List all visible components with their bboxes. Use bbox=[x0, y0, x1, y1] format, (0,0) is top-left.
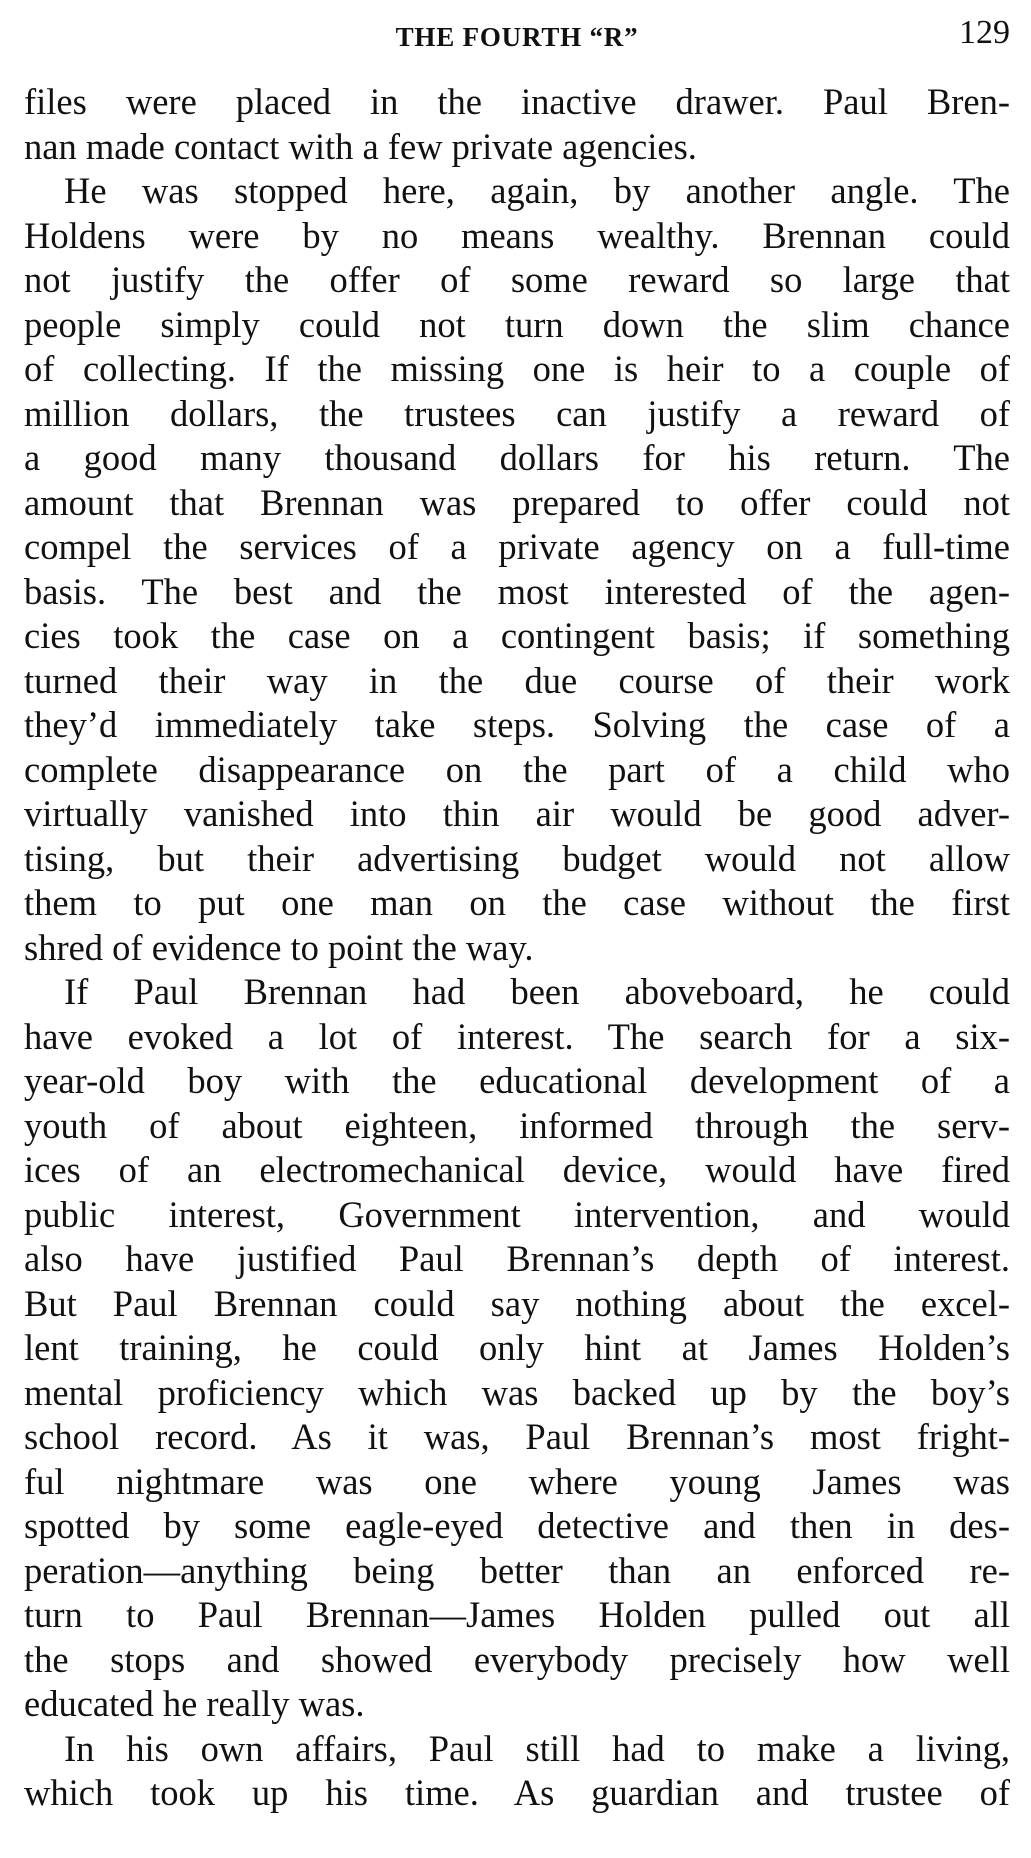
text-line: nan made contact with a few private agencies. bbox=[24, 125, 697, 167]
text-line: school record. As it was, Paul Brennan’s most fright- bbox=[24, 1416, 1010, 1457]
text-line: people simply could not turn down the slim chance bbox=[24, 303, 1010, 345]
text-line: have evoked a lot of interest. The search for a six- bbox=[24, 1015, 1010, 1057]
text-line: In his own affairs, Paul still had to make a living, bbox=[64, 1727, 1010, 1769]
text-line: million dollars, the trustees can justify a reward of bbox=[24, 392, 1010, 434]
text-line: turn to Paul Brennan—James Holden pulled out all bbox=[24, 1594, 1010, 1635]
text-line: public interest, Government intervention, and would bbox=[24, 1193, 1010, 1235]
text-line: them to put one man on the case without the first bbox=[24, 882, 1010, 923]
text-line: tising, but their advertising budget would not allow bbox=[24, 837, 1010, 879]
text-line: compel the services of a private agency on a full-time bbox=[24, 526, 1010, 567]
text-line: ful nightmare was one where young James was bbox=[24, 1460, 1010, 1502]
text-line: which took up his time. As guardian and trustee of bbox=[24, 1772, 1010, 1813]
text-line: shred of evidence to point the way. bbox=[24, 926, 534, 968]
text-line: youth of about eighteen, informed through the serv- bbox=[24, 1104, 1010, 1146]
text-line: complete disappearance on the part of a child who bbox=[24, 748, 1010, 790]
page-header bbox=[24, 14, 1010, 70]
text-line: the stops and showed everybody precisely how well bbox=[24, 1638, 1010, 1680]
text-line: turned their way in the due course of their work bbox=[24, 659, 1010, 701]
text-line: not justify the offer of some reward so large that bbox=[24, 259, 1010, 300]
text-line: He was stopped here, again, by another angle. The bbox=[64, 170, 1010, 211]
text-line: Holdens were by no means wealthy. Brennan could bbox=[24, 214, 1010, 256]
text-line: virtually vanished into thin air would be good adver- bbox=[24, 793, 1010, 834]
text-line: year-old boy with the educational development of a bbox=[24, 1060, 1010, 1101]
text-line: basis. The best and the most interested of the agen- bbox=[24, 570, 1010, 612]
text-line: mental proficiency which was backed up by the boy’s bbox=[24, 1371, 1010, 1413]
text-line: of collecting. If the missing one is heir to a couple of bbox=[24, 348, 1010, 389]
running-head: THE FOURTH “R” bbox=[395, 22, 639, 52]
text-line: lent training, he could only hint at James Holden’s bbox=[24, 1327, 1010, 1368]
text-line: amount that Brennan was prepared to offer could not bbox=[24, 481, 1010, 523]
text-line: they’d immediately take steps. Solving the case of a bbox=[24, 704, 1010, 745]
text-line: also have justified Paul Brennan’s depth of interest. bbox=[24, 1238, 1010, 1279]
text-line: spotted by some eagle-eyed detective and then in des- bbox=[24, 1505, 1010, 1546]
text-line: But Paul Brennan could say nothing about the excel- bbox=[24, 1282, 1010, 1324]
text-line: a good many thousand dollars for his return. The bbox=[24, 437, 1010, 478]
text-line: educated he really was. bbox=[24, 1683, 365, 1724]
body-text bbox=[24, 80, 1010, 1816]
text-line: files were placed in the inactive drawer. Paul Bren- bbox=[24, 81, 1010, 122]
page-number: 129 bbox=[959, 14, 1010, 51]
text-line: cies took the case on a contingent basis; if something bbox=[24, 615, 1010, 656]
text-line: peration—anything being better than an enforced re- bbox=[24, 1549, 1010, 1591]
text-line: ices of an electromechanical device, would have fired bbox=[24, 1149, 1010, 1190]
text-line: If Paul Brennan had been aboveboard, he could bbox=[64, 971, 1010, 1012]
